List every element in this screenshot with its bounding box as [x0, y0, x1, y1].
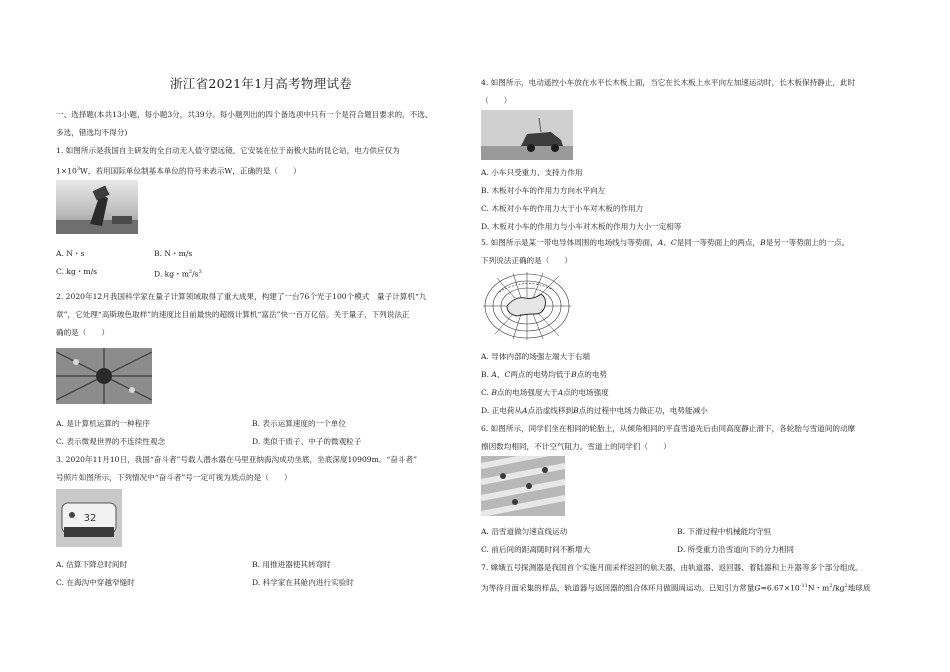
- q5-option-b-mid: 两点的电势均低于: [510, 370, 572, 379]
- section-heading-line1: 一、选择题(本共13小题，每小题3分，共39分。每小题列出的四个备选项中只有一个是符合题目要求的，不选、: [56, 110, 433, 119]
- q5-option-d-mid: 点沿虚线移到: [527, 406, 574, 415]
- q5-option-c-prefix: C.: [481, 388, 492, 397]
- q1-option-c: C. kg・m/s: [56, 267, 98, 276]
- q1-option-d-base: D. kg・m: [154, 269, 189, 279]
- q5-option-d-prefix: D. 正电荷从: [481, 406, 523, 415]
- q6-stem-line1: 6. 如图所示，同学们坐在相同的轮胎上，从倾角相同的平直雪道先后由同高度静止滑下，各轮胎与雪道间的动摩: [481, 424, 856, 433]
- q5-option-d-point-b: B: [573, 406, 579, 415]
- submersible-photo: [56, 489, 122, 547]
- q5-option-b-post: 点的电势: [576, 370, 608, 379]
- q7-stem-part3: N・m: [807, 583, 830, 593]
- q5-point-b-label: B: [760, 238, 766, 247]
- q4-stem-line1: 4. 如图所示，电动遥控小车放在水平长木板上面，当它在长木板上水平向左加速运动时，长木板保持静止，此时: [481, 78, 856, 87]
- q5-option-c: [481, 388, 609, 398]
- q6-option-b: B. 下滑过程中机械能均守恒: [677, 527, 771, 536]
- q2-option-a: A. 是计算机运算的一种程序: [56, 419, 150, 428]
- q1-option-d-exp1: 2: [188, 269, 193, 275]
- electric-field-diagram: [481, 268, 573, 344]
- q1-option-d-mid: /s: [192, 269, 199, 279]
- q1-option-a: A. N・s: [56, 249, 85, 258]
- q5-stem-part2: 是同一等势面上的两点，: [676, 238, 761, 247]
- q5-point-c-label: C: [670, 238, 677, 247]
- q6-option-c: C. 前后间的距离随时间不断增大: [481, 545, 591, 554]
- q5-option-b-point-c: C: [504, 370, 511, 379]
- q7-stem-line2: [481, 581, 870, 594]
- q5-option-a: A. 导体内部的场强左端大于右端: [481, 352, 591, 361]
- q3-stem-line2: 号照片如图所示，下列情况中“奋斗者”号一定可视为质点的是（ ）: [56, 473, 292, 482]
- page-title: 浙江省2021年1月高考物理试卷: [170, 76, 353, 91]
- q6-option-a: A. 沿雪道做匀速直线运动: [481, 527, 568, 536]
- q1-option-b: B. N・m/s: [154, 249, 193, 258]
- q5-option-b-prefix: B.: [481, 370, 492, 379]
- q4-option-a: A. 小车只受重力、支持力作用: [481, 168, 583, 177]
- q3-option-d: D. 科学家在其舱内进行实验时: [252, 578, 354, 587]
- q2-stem-line3: 确的是（ ）: [56, 328, 110, 337]
- q1-option-d-exp2: 3: [198, 269, 202, 275]
- q5-stem-part3: 是另一等势面上的一点。: [765, 238, 850, 247]
- telescope-photo: [56, 180, 138, 234]
- q5-point-a-label: A: [657, 238, 664, 247]
- q1-stem-power-rest: W，若用国际单位制基本单位的符号来表示W，正确的是（ ）: [80, 166, 301, 176]
- q2-stem-line1: 2. 2020年12月我国科学家在量子计算领域取得了重大成果，构建了一台76个光子100个模式 量子计算机“九: [56, 292, 427, 301]
- q7-stem-part1: 为等待月面采集的样品，轨道器与返回器的组合体环月做圆周运动。已知引力常量: [481, 583, 755, 593]
- q5-separator: 、: [663, 238, 671, 247]
- q5-option-d-point-a: A: [522, 406, 528, 415]
- q5-stem-line1: [481, 238, 849, 248]
- quantum-computer-photo-graphic: [56, 348, 152, 404]
- q6-option-d: D. 所受重力沿雪道向下的分力相同: [677, 545, 794, 554]
- q7-stem-part4: /kg: [832, 583, 845, 593]
- q5-option-b-point-b: B: [571, 370, 577, 379]
- quantum-computer-photo: [56, 348, 152, 404]
- q1-stem-line1: 1. 如图所示是我国自主研发的全自动无人值守望远镜，它安装在位于南极大陆的昆仑站，电力供应仅为: [56, 146, 400, 155]
- q5-option-b: [481, 370, 607, 380]
- submersible-photo-graphic: [56, 489, 122, 547]
- q3-option-c: C. 在海沟中穿越窄缝时: [56, 578, 135, 587]
- q7-constant-g: G: [754, 583, 761, 593]
- q4-stem-line2: （ ）: [481, 96, 512, 105]
- q2-option-d: D. 类似于质子、中子的微观粒子: [252, 437, 362, 446]
- q3-option-a: A. 估算下降总时间时: [56, 560, 128, 569]
- svg-text:32: 32: [83, 513, 97, 524]
- section-heading-line2: 多选，错选均不得分): [56, 128, 128, 137]
- q7-stem-part5: 地球质: [847, 583, 871, 593]
- q7-exp1: -11: [799, 583, 808, 589]
- q5-option-c-point-b: B: [491, 388, 497, 397]
- q5-option-b-point-a: A: [491, 370, 497, 379]
- q1-option-d: [154, 267, 202, 280]
- q4-option-b: B. 木板对小车的作用力方向水平向左: [481, 186, 606, 195]
- q5-option-d-post: 点的过程中电场力做正功，电势能减小: [578, 406, 708, 415]
- q5-option-c-post: 点的电场强度: [563, 388, 609, 397]
- q5-stem-line2: 下列说法正确的是（ ）: [481, 256, 573, 265]
- q3-option-b: B. 用推进器使其转弯时: [252, 560, 331, 569]
- snow-slide-photo-graphic: [481, 456, 565, 516]
- telescope-photo-graphic: [56, 180, 138, 234]
- q1-stem-power-exp: 3: [76, 166, 81, 172]
- q5-stem-part1: 5. 如图所示是某一带电导体周围的电场线与等势面，: [481, 238, 658, 247]
- q5-option-c-mid: 点的电场强度大于: [496, 388, 558, 397]
- snow-slide-photo: [481, 456, 565, 516]
- q4-option-d: D. 木板对小车的作用力与小车对木板的作用力大小一定相等: [481, 222, 682, 231]
- q5-option-b-sep: 、: [496, 370, 505, 379]
- q7-stem-line1: 7. 嫦娥五号探测器是我国首个实施月面采样返回的航天器，由轨道器、返回器、着陆器和上升器等多个部分组成。: [481, 563, 863, 572]
- q6-stem-line2: 擦因数均相同，不计空气阻力。雪道上的同学们（ ）: [481, 442, 671, 451]
- q7-exp3: 2: [844, 583, 848, 589]
- q7-stem-part2: =6.67×10: [760, 583, 800, 593]
- q2-option-b: B. 表示运算速度的一个单位: [252, 419, 346, 428]
- q7-exp2: 2: [829, 583, 833, 589]
- q5-option-c-point-a: A: [557, 388, 564, 397]
- remote-car-photo-graphic: [481, 110, 573, 160]
- q5-option-d: [481, 406, 708, 416]
- q4-option-c: C. 木板对小车的作用力大于小车对木板的作用力: [481, 204, 644, 213]
- remote-car-photo: [481, 110, 573, 160]
- q3-stem-line1: 3. 2020年11月10日，我国“奋斗者”号载人潜水器在马里亚纳海沟成功坐底，坐底深度10909m。“奋斗者”: [56, 455, 417, 464]
- q2-option-c: C. 表示微观世界的不连续性观念: [56, 437, 166, 446]
- q1-stem-power-base: 1×10: [56, 166, 77, 176]
- q2-stem-line2: 章”，它处理“高斯玻色取样”的速度比目前最快的超级计算机“富岳”快一百万亿倍。关于量子，下列说法正: [56, 310, 410, 319]
- q1-stem-line2: [56, 164, 301, 177]
